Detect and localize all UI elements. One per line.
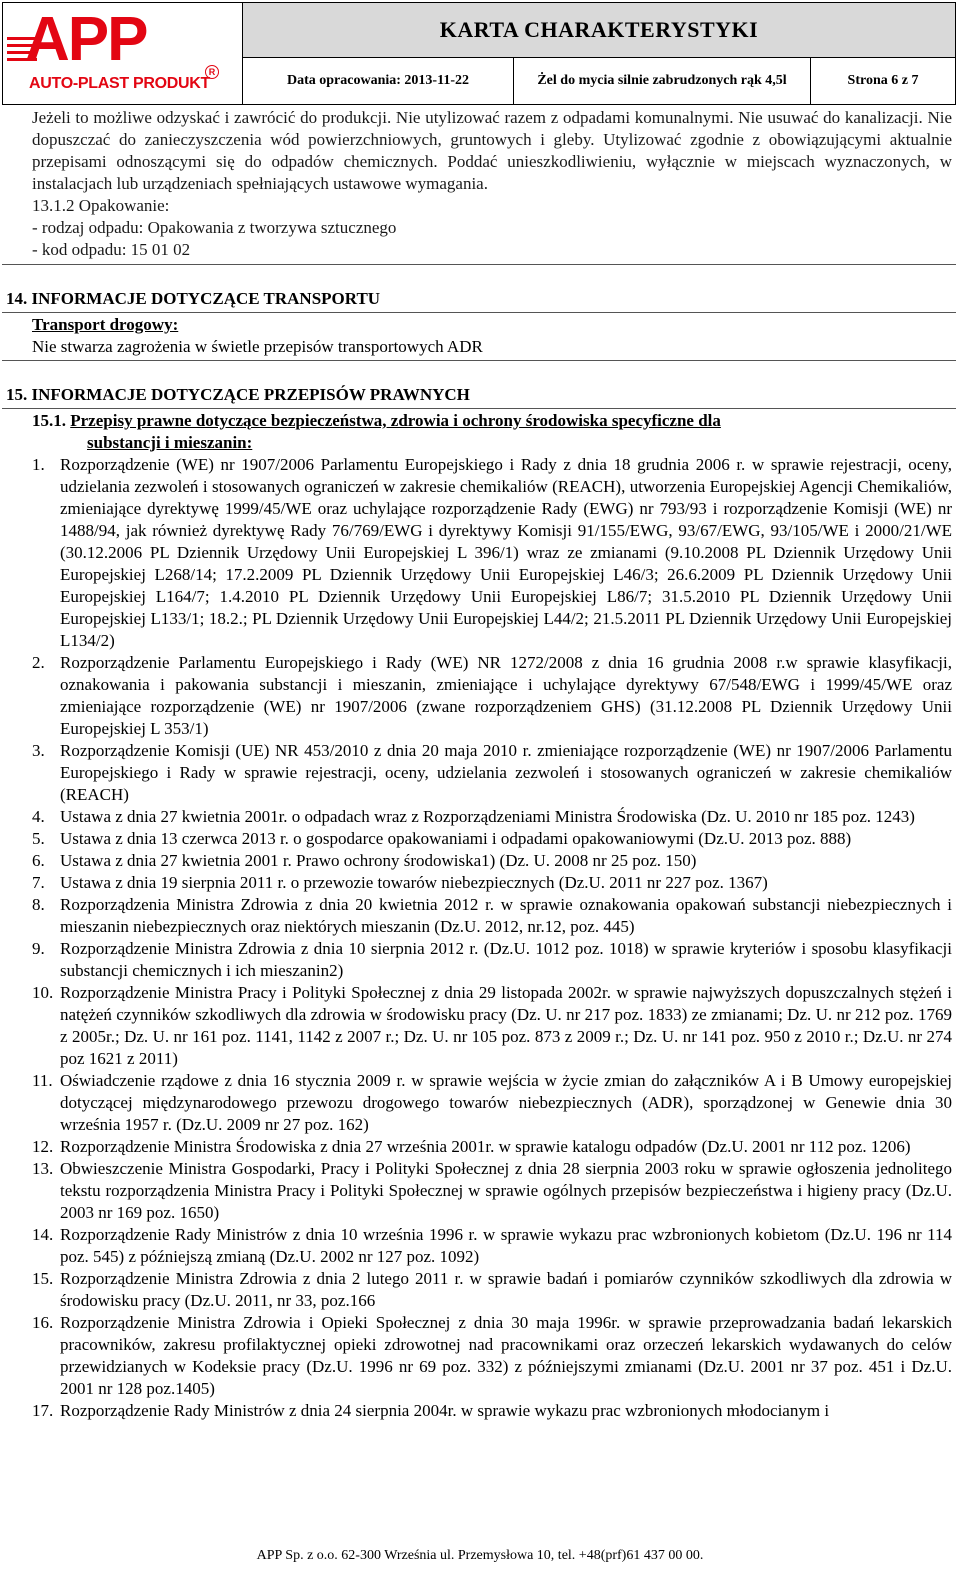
section-14-heading: 14. INFORMACJE DOTYCZĄCE TRANSPORTU (6, 289, 381, 308)
list-item (32, 652, 952, 740)
list-item-number: 4. (32, 807, 45, 826)
list-item-text: Rozporządzenie Ministra Środowiska z dnia 27 września 2001r. w sprawie katalogu odpadów (Dz.U. 2001 nr 112 poz. 1206) (60, 1137, 911, 1156)
list-item-text: Rozporządzenie Parlamentu Europejskiego i Rady (WE) NR 1272/2008 z dnia 16 grudnia 2008 r.w sprawie klasyfikacji, oznakowania i pakowania substancji i mieszanin, zmieniające i uchylające dyrektywy 67/548/EWG i 1999/45/WE oraz zmieniające rozporządzenie (WE) nr 1907/2006 (zwane rozporządzeniem GHS) (31.12.2008 PL Dziennik Urzędowy Unii Europejskiej L 353/1) (60, 653, 952, 738)
road-transport-subheading: Transport drogowy: (32, 315, 179, 334)
list-item-text: Rozporządzenie Ministra Zdrowia i Opieki Społecznej z dnia 30 maja 1996r. w sprawie przeprowadzania badań lekarskich pracowników, zakresu profilaktycznej opieki zdrowotnej nad pracownikami oraz orzeczeń lekarskich wydawanych do celów przewidzianych w Kodeksie pracy (Dz.U. 1996 nr 69 poz. 332) z późniejszymi zmianami (Dz.U. 2001 nr 37 poz. 451 i Dz.U. 2001 nr 128 poz.1405) (60, 1313, 952, 1398)
section-divider (2, 360, 956, 361)
section-divider (2, 264, 956, 265)
logo-app-text: APP (25, 5, 147, 74)
list-item-number: 10. (32, 983, 54, 1002)
list-item (32, 1158, 952, 1224)
waste-code: - kod odpadu: 15 01 02 (32, 240, 191, 259)
page-number: Strona 6 z 7 (847, 73, 919, 88)
subsection-title-line1: Przepisy prawne dotyczące bezpieczeństwa, zdrowia i ochrony środowiska specyficzne dla (70, 411, 721, 430)
list-item-text: Ustawa z dnia 27 kwietnia 2001r. o odpadach wraz z Rozporządzeniami Ministra Środowiska (Dz. U. 2010 nr 185 poz. 1243) (60, 807, 915, 826)
list-item (32, 740, 952, 806)
list-item-text: Rozporządzenie Ministra Zdrowia z dnia 2 lutego 2011 r. w sprawie badań i pomiarów czynników szkodliwych dla zdrowia w środowisku pracy (Dz.U. 2011, nr 33, poz.166 (60, 1269, 952, 1310)
section-15-rule (2, 408, 956, 409)
list-item (32, 1400, 952, 1422)
subsection-15-1 (32, 410, 952, 432)
list-item (32, 1070, 952, 1136)
subsection-title-line2: substancji i mieszanin: (87, 433, 253, 452)
logo-subtitle: AUTO-PLAST PRODUKT (29, 75, 210, 92)
list-item-text: Rozporządzenie Ministra Zdrowia z dnia 10 sierpnia 2012 r. (Dz.U. 1012 poz. 1018) w sprawie kryteriów i sposobu klasyfikacji substancji chemicznych i ich mieszanin2) (60, 939, 952, 980)
waste-type: - rodzaj odpadu: Opakowania z tworzywa sztucznego (32, 218, 397, 237)
list-item (32, 894, 952, 938)
list-item-number: 6. (32, 851, 45, 870)
list-item-number: 5. (32, 829, 45, 848)
list-item-text: Obwieszczenie Ministra Gospodarki, Pracy i Polityki Społecznej z dnia 28 sierpnia 2003 roku w sprawie ogłoszenia jednolitego tekstu rozporządzenia Ministra Pracy i Polityki Społecznej w sprawie ogólnych przepisów bezpieczeństwa i higieny pracy (Dz.U. 2003 nr 169 poz. 1650) (60, 1159, 952, 1222)
regulations-list (32, 454, 952, 1422)
list-item-number: 14. (32, 1225, 54, 1244)
list-item-text: Rozporządzenie Komisji (UE) NR 453/2010 z dnia 20 maja 2010 r. zmieniające rozporządzenie (WE) nr 1907/2006 Parlamentu Europejskiego i Rady w sprawie rejestracji, oceny, udzielania zezwoleń i stosowanych ograniczeń w zakresie chemikaliów (REACH) (60, 741, 952, 804)
list-item (32, 1268, 952, 1312)
list-item (32, 1136, 952, 1158)
list-item-text: Rozporządzenie Rady Ministrów z dnia 10 września 1996 r. w sprawie wykazu prac wzbronionych kobietom (Dz.U. 196 nr 114 poz. 545) z późniejszą zmianą (Dz.U. 2002 nr 127 poz. 1092) (60, 1225, 952, 1266)
packaging-heading: 13.1.2 Opakowanie: (32, 196, 170, 215)
list-item (32, 806, 952, 828)
list-item (32, 828, 952, 850)
registered-mark-icon: R (205, 65, 219, 79)
list-item-number: 11. (32, 1071, 53, 1090)
list-item (32, 982, 952, 1070)
list-item-number: 17. (32, 1401, 54, 1420)
list-item (32, 1312, 952, 1400)
list-item-number: 9. (32, 939, 45, 958)
list-item (32, 872, 952, 894)
product-name: Żel do mycia silnie zabrudzonych rąk 4,5l (514, 58, 811, 104)
company-logo (3, 3, 243, 104)
list-item (32, 454, 952, 652)
list-item-number: 3. (32, 741, 45, 760)
list-item-number: 16. (32, 1313, 54, 1332)
list-item (32, 938, 952, 982)
list-item-text: Rozporządzenie Ministra Pracy i Polityki Społecznej z dnia 29 listopada 2002r. w sprawie najwyższych dopuszczalnych stężeń i natężeń czynników szkodliwych dla zdrowia w środowisku pracy (Dz. U. nr 217 poz. 1833) ze zmianami; Dz. U. nr 212 poz. 1769 z 2005r.; Dz. U. nr 161 poz. 1141, 1142 z 2007 r.; Dz. U. nr 105 poz. 873 z 2009 r.; Dz. U. nr 141 poz. 950 z 2010 r.; Dz.U. nr 274 poz 1621 z 2011) (60, 983, 952, 1068)
list-item-number: 7. (32, 873, 45, 892)
document-header (2, 2, 956, 105)
section-15-heading: 15. INFORMACJE DOTYCZĄCE PRZEPISÓW PRAWNYCH (6, 385, 470, 404)
list-item-text: Rozporządzenia Ministra Zdrowia z dnia 20 kwietnia 2012 r. w sprawie oznakowania opakowań substancji niebezpiecznych i mieszanin niebezpiecznych oraz niektórych mieszanin (Dz.U. 2012, nr.12, poz. 445) (60, 895, 952, 936)
page-footer: APP Sp. z o.o. 62-300 Września ul. Przemysłowa 10, tel. +48(prf)61 437 00 00. (256, 1548, 704, 1563)
list-item-text: Rozporządzenie Rady Ministrów z dnia 24 sierpnia 2004r. w sprawie wykazu prac wzbronionych młodocianym i (60, 1401, 830, 1420)
section-14-rule (2, 312, 956, 313)
list-item-number: 13. (32, 1159, 54, 1178)
list-item (32, 850, 952, 872)
header-info-row (243, 58, 955, 104)
subsection-number: 15.1. (32, 411, 66, 430)
list-item-text: Ustawa z dnia 13 czerwca 2013 r. o gospodarce opakowaniami i odpadami opakowaniowymi (Dz.U. 2013 poz. 888) (60, 829, 852, 848)
list-item-number: 1. (32, 455, 45, 474)
list-item-number: 12. (32, 1137, 54, 1156)
list-item-text: Oświadczenie rządowe z dnia 16 stycznia 2009 r. w sprawie wejścia w życie zmian do załączników A i B Umowy europejskiej dotyczącej międzynarodowego przewozu drogowego towarów niebezpiecznych (ADR), sporządzonej w Genewie dnia 30 września 1957 r. (Dz.U. 2009 nr 27 poz. 162) (60, 1071, 952, 1134)
list-item-text: Rozporządzenie (WE) nr 1907/2006 Parlamentu Europejskiego i Rady z dnia 18 grudnia 2006 r. w sprawie rejestracji, oceny, udzielania zezwoleń i stosowanych ograniczeń w zakresie chemikaliów (REACH), utworzenia Europejskiej Agencji Chemikaliów, zmieniające dyrektywę 1999/45/WE oraz uchylające rozporządzenie Rady (EWG) nr 793/93 i rozporządzenie Komisji (WE) nr 1488/94, jak również dyrektywę Rady 76/769/EWG i dyrektywy Komisji 91/155/EWG, 93/67/EWG, 93/105/WE i 2000/21/WE (30.12.2006 PL Dziennik Urzędowy Unii Europejskiej L 396/1) wraz ze zmianami (9.10.2008 PL Dziennik Urzędowy Unii Europejskiej L268/14; 17.2.2009 PL Dziennik Urzędowy Unii Europejskiej L46/3; 26.6.2009 PL Dziennik Urzędowy Unii Europejskiej L164/7; 1.4.2010 PL Dziennik Urzędowy Unii Europejskiej L86/7; 31.5.2010 PL Dziennik Urzędowy Unii Europejskiej L133/1; 18.2.; PL Dziennik Urzędowy Unii Europejskiej L44/2; 21.5.2011 PL Dziennik Urzędowy Unii Europejskiej L134/2) (60, 455, 952, 650)
list-item-text: Ustawa z dnia 19 sierpnia 2011 r. o przewozie towarów niebezpiecznych (Dz.U. 2011 nr 227 poz. 1367) (60, 873, 768, 892)
list-item-number: 8. (32, 895, 45, 914)
list-item (32, 1224, 952, 1268)
disposal-paragraph: Jeżeli to możliwe odzyskać i zawrócić do produkcji. Nie utylizować razem z odpadami komunalnymi. Nie usuwać do kanalizacji. Nie dopuszczać do zanieczyszczenia wód powierzchniowych, gruntowych i gleby. Utylizować zgodnie z obowiązującymi aktualnie przepisami odnoszącymi się do odpadów chemicznych. Poddać unieszkodliwieniu, wyłącznie w miejscach wyznaczonych, w instalacjach lub urządzeniach spełniających ustawowe wymagania. (32, 108, 952, 193)
transport-info: Nie stwarza zagrożenia w świetle przepisów transportowych ADR (32, 337, 483, 356)
list-item-text: Ustawa z dnia 27 kwietnia 2001 r. Prawo ochrony środowiska1) (Dz. U. 2008 nr 25 poz. 150) (60, 851, 697, 870)
list-item-number: 15. (32, 1269, 54, 1288)
list-item-number: 2. (32, 653, 45, 672)
document-title: KARTA CHARAKTERYSTYKI (243, 3, 955, 58)
preparation-date: Data opracowania: 2013-11-22 (243, 58, 514, 104)
